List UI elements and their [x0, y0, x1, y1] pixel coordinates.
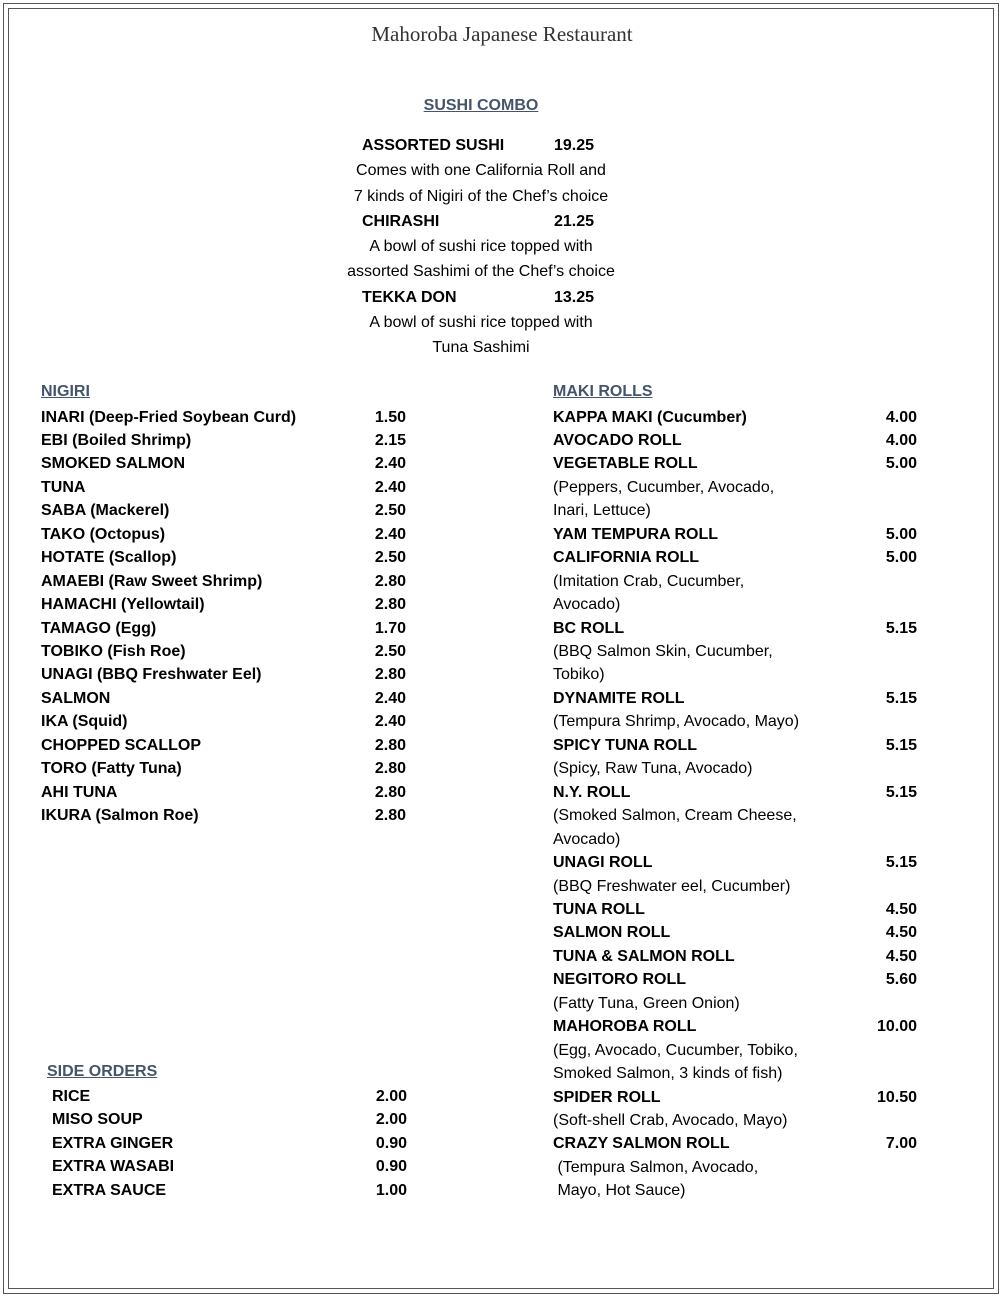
- maki-roll-item-name: SPICY TUNA ROLL: [553, 736, 698, 754]
- combo-item-desc-row: [0, 259, 1004, 284]
- nigiri-item-name: CHOPPED SCALLOP: [41, 736, 202, 754]
- nigiri-item-name: TUNA: [41, 478, 86, 496]
- maki-roll-item-price: 5.15: [885, 854, 917, 872]
- nigiri-item-name: INARI (Deep-Fried Soybean Curd): [41, 408, 297, 426]
- nigiri-item: [41, 734, 406, 757]
- combo-item-desc-row: [0, 234, 1004, 259]
- maki-roll-item-desc: Avocado): [553, 830, 621, 848]
- side-order-item-price: 2.00: [375, 1088, 407, 1105]
- maki-roll-item-name: BC ROLL: [553, 619, 625, 637]
- maki-roll-item-price: 5.15: [885, 689, 917, 707]
- maki-roll-item-desc: (Soft-shell Crab, Avocado, Mayo): [553, 1112, 788, 1129]
- nigiri-item-name: TAKO (Octopus): [41, 525, 166, 543]
- maki-roll-item-name: TUNA ROLL: [553, 900, 645, 918]
- nigiri-item-price: 1.70: [374, 619, 406, 637]
- side-order-item-price: 2.00: [375, 1111, 407, 1129]
- maki-roll-item-desc: Smoked Salmon, 3 kinds of fish): [553, 1065, 783, 1083]
- maki-roll-item-name: CRAZY SALMON ROLL: [553, 1135, 730, 1153]
- maki-roll-item-desc: Avocado): [553, 596, 621, 614]
- nigiri-item-name: SABA (Mackerel): [41, 502, 170, 520]
- maki-roll-item-desc: Tobiko): [553, 666, 605, 684]
- side-order-item: [52, 1108, 407, 1131]
- side-order-item-name: EXTRA SAUCE: [52, 1181, 167, 1199]
- combo-item-name: ASSORTED SUSHI: [362, 137, 505, 154]
- nigiri-item: [41, 452, 406, 475]
- side-order-item-price: 0.90: [375, 1134, 407, 1152]
- maki-roll-item-price: 4.00: [885, 408, 917, 426]
- nigiri-item: [41, 757, 406, 780]
- combo-item-desc-row: [0, 310, 1004, 335]
- nigiri-item: [41, 687, 406, 710]
- nigiri-item: [41, 476, 406, 499]
- nigiri-item: [41, 546, 406, 569]
- maki-roll-item-desc: (Tempura Shrimp, Avocado, Mayo): [553, 713, 800, 731]
- maki-roll-item-name: TUNA & SALMON ROLL: [553, 947, 735, 965]
- combo-item-desc: Tuna Sashimi: [432, 339, 530, 357]
- combo-item-name: CHIRASHI: [362, 212, 440, 230]
- maki-roll-item-name: N.Y. ROLL: [553, 783, 631, 801]
- nigiri-item-price: 2.40: [374, 525, 406, 543]
- nigiri-item-price: 2.40: [374, 455, 406, 473]
- maki-roll-item: [553, 429, 917, 452]
- nigiri-item-name: AMAEBI (Raw Sweet Shrimp): [41, 572, 263, 590]
- combo-item-desc: assorted Sashimi of the Chef’s choice: [347, 263, 615, 281]
- nigiri-item-price: 2.80: [374, 666, 406, 684]
- maki-roll-item-desc: (Spicy, Raw Tuna, Avocado): [553, 760, 753, 778]
- maki-roll-item-price: 5.15: [885, 783, 917, 801]
- maki-roll-item: [553, 1015, 917, 1038]
- nigiri-item: [41, 781, 406, 804]
- nigiri-item: [41, 663, 406, 686]
- maki-roll-item: [553, 781, 917, 804]
- maki-roll-item-price: 4.00: [885, 431, 917, 449]
- combo-item-row: [0, 209, 1004, 234]
- maki-roll-item-price: 4.50: [885, 947, 917, 965]
- nigiri-item: [41, 710, 406, 733]
- side-order-item-name: EXTRA WASABI: [52, 1158, 175, 1176]
- maki-roll-item: [553, 452, 917, 475]
- maki-roll-item-price: 5.00: [885, 525, 917, 543]
- maki-roll-item-desc: Inari, Lettuce): [553, 502, 651, 520]
- maki-roll-item-price: 4.50: [885, 900, 917, 918]
- nigiri-item-name: IKA (Squid): [41, 713, 128, 731]
- side-order-item: [52, 1132, 407, 1155]
- nigiri-item-price: 2.40: [374, 713, 406, 731]
- nigiri-item-name: UNAGI (BBQ Freshwater Eel): [41, 666, 262, 684]
- nigiri-item-price: 2.80: [374, 760, 406, 778]
- combo-item-desc: Comes with one California Roll and: [356, 162, 606, 180]
- maki-roll-item-price: 5.60: [885, 971, 917, 989]
- nigiri-item: [41, 640, 406, 663]
- side-order-item-name: MISO SOUP: [52, 1111, 143, 1129]
- restaurant-title: Mahoroba Japanese Restaurant: [371, 22, 633, 46]
- maki-roll-item-desc: Mayo, Hot Sauce): [553, 1182, 686, 1200]
- combo-item-name: TEKKA DON: [362, 288, 457, 306]
- nigiri-item-name: IKURA (Salmon Roe): [41, 807, 199, 825]
- maki-roll-item: [553, 945, 917, 968]
- maki-roll-item-price: 5.15: [885, 619, 917, 637]
- combo-item-price: 21.25: [554, 212, 595, 230]
- maki-roll-item: [553, 687, 917, 710]
- side-order-item: [52, 1155, 407, 1178]
- maki-roll-item: [553, 523, 917, 546]
- maki-roll-item-desc: (Egg, Avocado, Cucumber, Tobiko,: [553, 1041, 798, 1059]
- maki-roll-item-price: 4.50: [885, 924, 917, 942]
- nigiri-item-price: 2.40: [374, 689, 406, 707]
- nigiri-item-name: TAMAGO (Egg): [41, 619, 157, 637]
- combo-item-desc-row: [0, 158, 1004, 183]
- nigiri-item-price: 2.80: [374, 572, 406, 590]
- nigiri-item-price: 2.80: [374, 807, 406, 825]
- maki-roll-item: [553, 406, 917, 429]
- nigiri-item: [41, 406, 406, 429]
- maki-roll-item-price: 5.00: [885, 455, 917, 473]
- maki-roll-item: [553, 617, 917, 640]
- nigiri-item-price: 2.50: [374, 502, 406, 520]
- maki-roll-item-desc: (Smoked Salmon, Cream Cheese,: [553, 807, 797, 825]
- nigiri-item: [41, 523, 406, 546]
- nigiri-item: [41, 499, 406, 522]
- nigiri-item-name: TORO (Fatty Tuna): [41, 760, 182, 778]
- combo-item-desc-row: [0, 184, 1004, 209]
- nigiri-item: [41, 593, 406, 616]
- combo-item-desc: A bowl of sushi rice topped with: [369, 238, 593, 256]
- maki-roll-item: [553, 851, 917, 874]
- nigiri-item-name: HOTATE (Scallop): [41, 549, 177, 567]
- nigiri-item-price: 2.40: [374, 478, 406, 496]
- combo-item-desc-row: [0, 335, 1004, 360]
- combo-item-desc: 7 kinds of Nigiri of the Chef’s choice: [353, 187, 609, 205]
- maki-roll-item-price: 7.00: [885, 1135, 917, 1153]
- maki-roll-item: [553, 1086, 917, 1109]
- nigiri-item: [41, 804, 406, 827]
- maki-roll-item-name: NEGITORO ROLL: [553, 971, 687, 989]
- maki-roll-item: [553, 968, 917, 991]
- maki-roll-item-desc: (Tempura Salmon, Avocado,: [553, 1158, 759, 1176]
- maki-roll-item-name: MAHOROBA ROLL: [553, 1018, 697, 1036]
- maki-roll-item-price: 5.15: [885, 736, 917, 754]
- maki-roll-item-name: DYNAMITE ROLL: [553, 689, 685, 707]
- nigiri-item-price: 2.50: [374, 549, 406, 567]
- maki-roll-item: [553, 1132, 917, 1155]
- maki-roll-item: [553, 898, 917, 921]
- nigiri-item: [41, 429, 406, 452]
- nigiri-item: [41, 570, 406, 593]
- side-order-item-price: 0.90: [375, 1158, 407, 1176]
- nigiri-item-price: 2.80: [374, 783, 406, 801]
- maki-roll-item: [553, 546, 917, 569]
- maki-roll-item: [553, 734, 917, 757]
- maki-roll-item-desc: (Imitation Crab, Cucumber,: [553, 572, 745, 590]
- maki-roll-item-name: VEGETABLE ROLL: [553, 455, 698, 473]
- maki-roll-item-desc: (Fatty Tuna, Green Onion): [553, 994, 740, 1012]
- side-order-item-price: 1.00: [375, 1181, 407, 1199]
- sushi-combo-list: [0, 133, 1004, 361]
- nigiri-item-price: 2.15: [374, 431, 406, 449]
- maki-roll-item: [553, 921, 917, 944]
- maki-roll-item-name: KAPPA MAKI (Cucumber): [553, 408, 747, 426]
- nigiri-item-name: SALMON: [41, 689, 111, 707]
- nigiri-item-price: 2.80: [374, 736, 406, 754]
- maki-roll-item-desc: (BBQ Freshwater eel, Cucumber): [553, 877, 791, 895]
- maki-roll-item-price: 5.00: [885, 549, 917, 567]
- maki-rolls-heading: MAKI ROLLS: [553, 383, 653, 400]
- maki-roll-item-name: YAM TEMPURA ROLL: [553, 525, 719, 543]
- side-order-item: [52, 1085, 407, 1108]
- side-order-item: [52, 1179, 407, 1202]
- combo-item-row: [0, 285, 1004, 310]
- nigiri-item-name: SMOKED SALMON: [41, 455, 185, 473]
- side-order-item-name: RICE: [52, 1088, 91, 1105]
- maki-roll-item-desc: (Peppers, Cucumber, Avocado,: [553, 478, 775, 496]
- maki-roll-item-name: AVOCADO ROLL: [553, 431, 682, 449]
- combo-item-price: 13.25: [554, 288, 595, 306]
- maki-roll-item-price: 10.50: [876, 1088, 917, 1106]
- nigiri-item-price: 2.50: [374, 643, 406, 660]
- sushi-combo-heading: SUSHI COMBO: [423, 97, 539, 114]
- side-order-item-name: EXTRA GINGER: [52, 1134, 174, 1152]
- nigiri-item-name: EBI (Boiled Shrimp): [41, 431, 192, 449]
- nigiri-heading: NIGIRI: [41, 383, 90, 400]
- maki-roll-item-price: 10.00: [876, 1018, 917, 1036]
- maki-roll-item-name: SALMON ROLL: [553, 924, 671, 942]
- maki-roll-item-name: UNAGI ROLL: [553, 854, 653, 872]
- side-orders-heading: SIDE ORDERS: [47, 1063, 158, 1080]
- combo-item-price: 19.25: [554, 137, 595, 154]
- combo-item-row: [0, 133, 1004, 158]
- nigiri-item: [41, 617, 406, 640]
- maki-roll-item-name: SPIDER ROLL: [553, 1088, 661, 1106]
- nigiri-item-price: 2.80: [374, 596, 406, 614]
- maki-roll-item-desc: (BBQ Salmon Skin, Cucumber,: [553, 643, 773, 660]
- combo-item-desc: A bowl of sushi rice topped with: [369, 314, 593, 332]
- nigiri-item-name: AHI TUNA: [41, 783, 118, 801]
- nigiri-item-name: TOBIKO (Fish Roe): [41, 643, 186, 660]
- maki-roll-item-name: CALIFORNIA ROLL: [553, 549, 700, 567]
- nigiri-item-price: 1.50: [374, 408, 406, 426]
- nigiri-item-name: HAMACHI (Yellowtail): [41, 596, 205, 614]
